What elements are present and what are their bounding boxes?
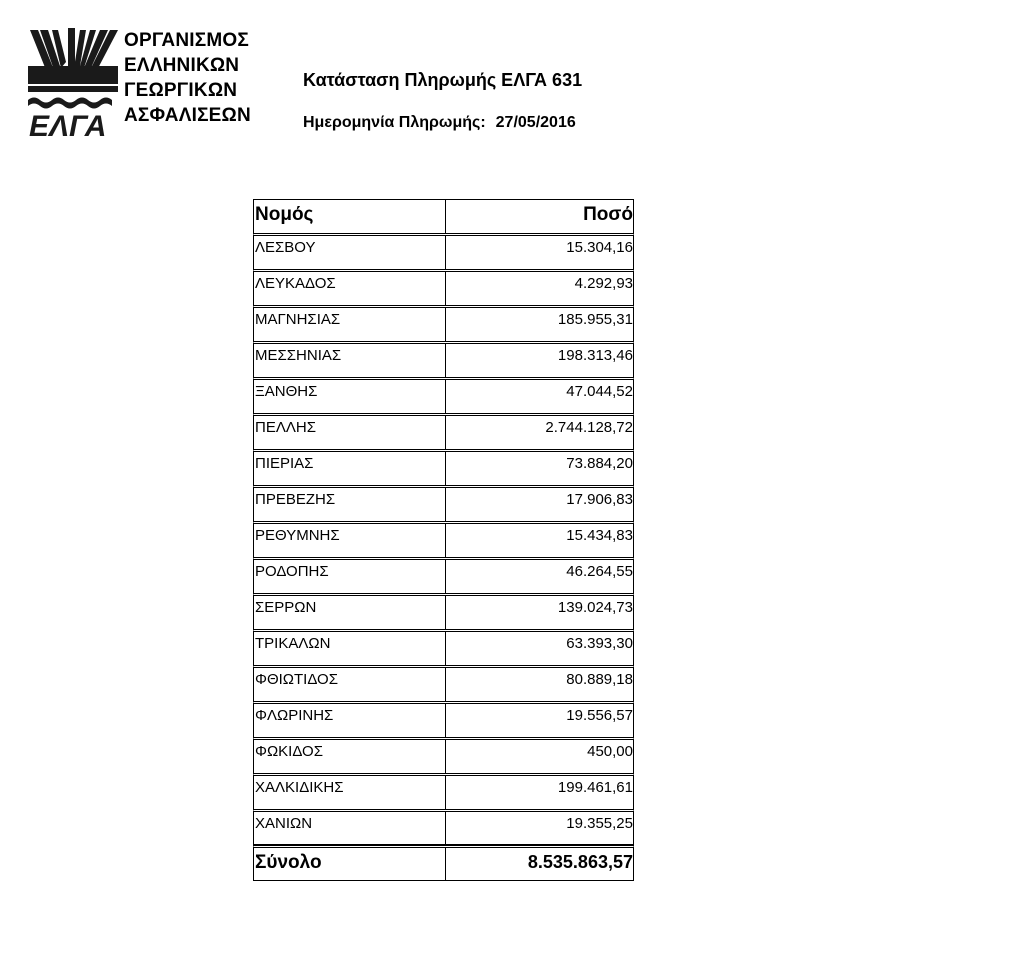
region-cell: ΣΕΡΡΩΝ xyxy=(254,596,446,629)
header-region: Νομός xyxy=(254,200,446,233)
table-row xyxy=(253,413,634,449)
region-cell: ΦΩΚΙΔΟΣ xyxy=(254,740,446,773)
table-row xyxy=(253,341,634,377)
region-cell: ΧΑΛΚΙΔΙΚΗΣ xyxy=(254,776,446,809)
table-row xyxy=(253,305,634,341)
table-header-row xyxy=(253,199,634,233)
total-amount: 8.535.863,57 xyxy=(527,852,633,872)
region-cell: ΜΕΣΣΗΝΙΑΣ xyxy=(254,344,446,377)
amount-cell: 199.461,61 xyxy=(557,779,633,796)
org-line-1: ΟΡΓΑΝΙΣΜΟΣ xyxy=(124,30,249,51)
region-cell: ΠΙΕΡΙΑΣ xyxy=(254,452,446,485)
table-row xyxy=(253,521,634,557)
table-row xyxy=(253,629,634,665)
amount-cell: 63.393,30 xyxy=(566,635,633,652)
payment-date-label: Ημερομηνία Πληρωμής: xyxy=(303,114,486,131)
amount-cell: 198.313,46 xyxy=(557,347,633,364)
table-row xyxy=(253,737,634,773)
payment-date-value: 27/05/2016 xyxy=(495,114,576,131)
organization-name xyxy=(124,28,251,128)
amount-cell: 185.955,31 xyxy=(557,311,633,328)
region-cell: ΠΡΕΒΕΖΗΣ xyxy=(254,488,446,521)
table-row xyxy=(253,593,634,629)
table-row xyxy=(253,773,634,809)
table-total-row xyxy=(253,845,634,881)
total-label: Σύνολο xyxy=(254,848,446,880)
table-row xyxy=(253,377,634,413)
table-row xyxy=(253,665,634,701)
region-cell: ΦΘΙΩΤΙΔΟΣ xyxy=(254,668,446,701)
region-cell: ΜΑΓΝΗΣΙΑΣ xyxy=(254,308,446,341)
org-line-2: ΕΛΛΗΝΙΚΩΝ xyxy=(124,55,240,76)
page-title: Κατάσταση Πληρωμής ΕΛΓΑ 631 xyxy=(303,70,583,90)
table-row xyxy=(253,701,634,737)
org-line-4: ΑΣΦΑΛΙΣΕΩΝ xyxy=(124,105,251,126)
amount-cell: 47.044,52 xyxy=(566,383,633,400)
region-cell: ΦΛΩΡΙΝΗΣ xyxy=(254,704,446,737)
region-cell: ΛΕΣΒΟΥ xyxy=(254,236,446,269)
table-row xyxy=(253,233,634,269)
elga-logo-icon xyxy=(28,26,120,138)
table-row xyxy=(253,449,634,485)
amount-cell: 73.884,20 xyxy=(566,455,633,472)
region-cell: ΧΑΝΙΩΝ xyxy=(254,812,446,844)
payment-table xyxy=(253,199,634,881)
table-row xyxy=(253,269,634,305)
region-cell: ΞΑΝΘΗΣ xyxy=(254,380,446,413)
region-cell: ΛΕΥΚΑΔΟΣ xyxy=(254,272,446,305)
amount-cell: 4.292,93 xyxy=(574,275,633,292)
region-cell: ΡΕΘΥΜΝΗΣ xyxy=(254,524,446,557)
amount-cell: 450,00 xyxy=(587,743,633,760)
payment-date-row xyxy=(303,114,576,132)
region-cell: ΤΡΙΚΑΛΩΝ xyxy=(254,632,446,665)
amount-cell: 139.024,73 xyxy=(557,599,633,616)
svg-text:ΕΛΓΑ: ΕΛΓΑ xyxy=(29,110,107,138)
table-row xyxy=(253,557,634,593)
amount-cell: 46.264,55 xyxy=(566,563,633,580)
amount-cell: 2.744.128,72 xyxy=(545,419,633,436)
header-amount: Ποσό xyxy=(583,204,633,225)
amount-cell: 19.355,25 xyxy=(566,815,633,832)
region-cell: ΡΟΔΟΠΗΣ xyxy=(254,560,446,593)
amount-cell: 19.556,57 xyxy=(566,707,633,724)
amount-cell: 80.889,18 xyxy=(566,671,633,688)
region-cell: ΠΕΛΛΗΣ xyxy=(254,416,446,449)
table-row xyxy=(253,485,634,521)
amount-cell: 17.906,83 xyxy=(566,491,633,508)
amount-cell: 15.304,16 xyxy=(566,239,633,256)
elga-logo xyxy=(28,26,268,142)
table-row xyxy=(253,809,634,845)
org-line-3: ΓΕΩΡΓΙΚΩΝ xyxy=(124,80,238,101)
amount-cell: 15.434,83 xyxy=(566,527,633,544)
